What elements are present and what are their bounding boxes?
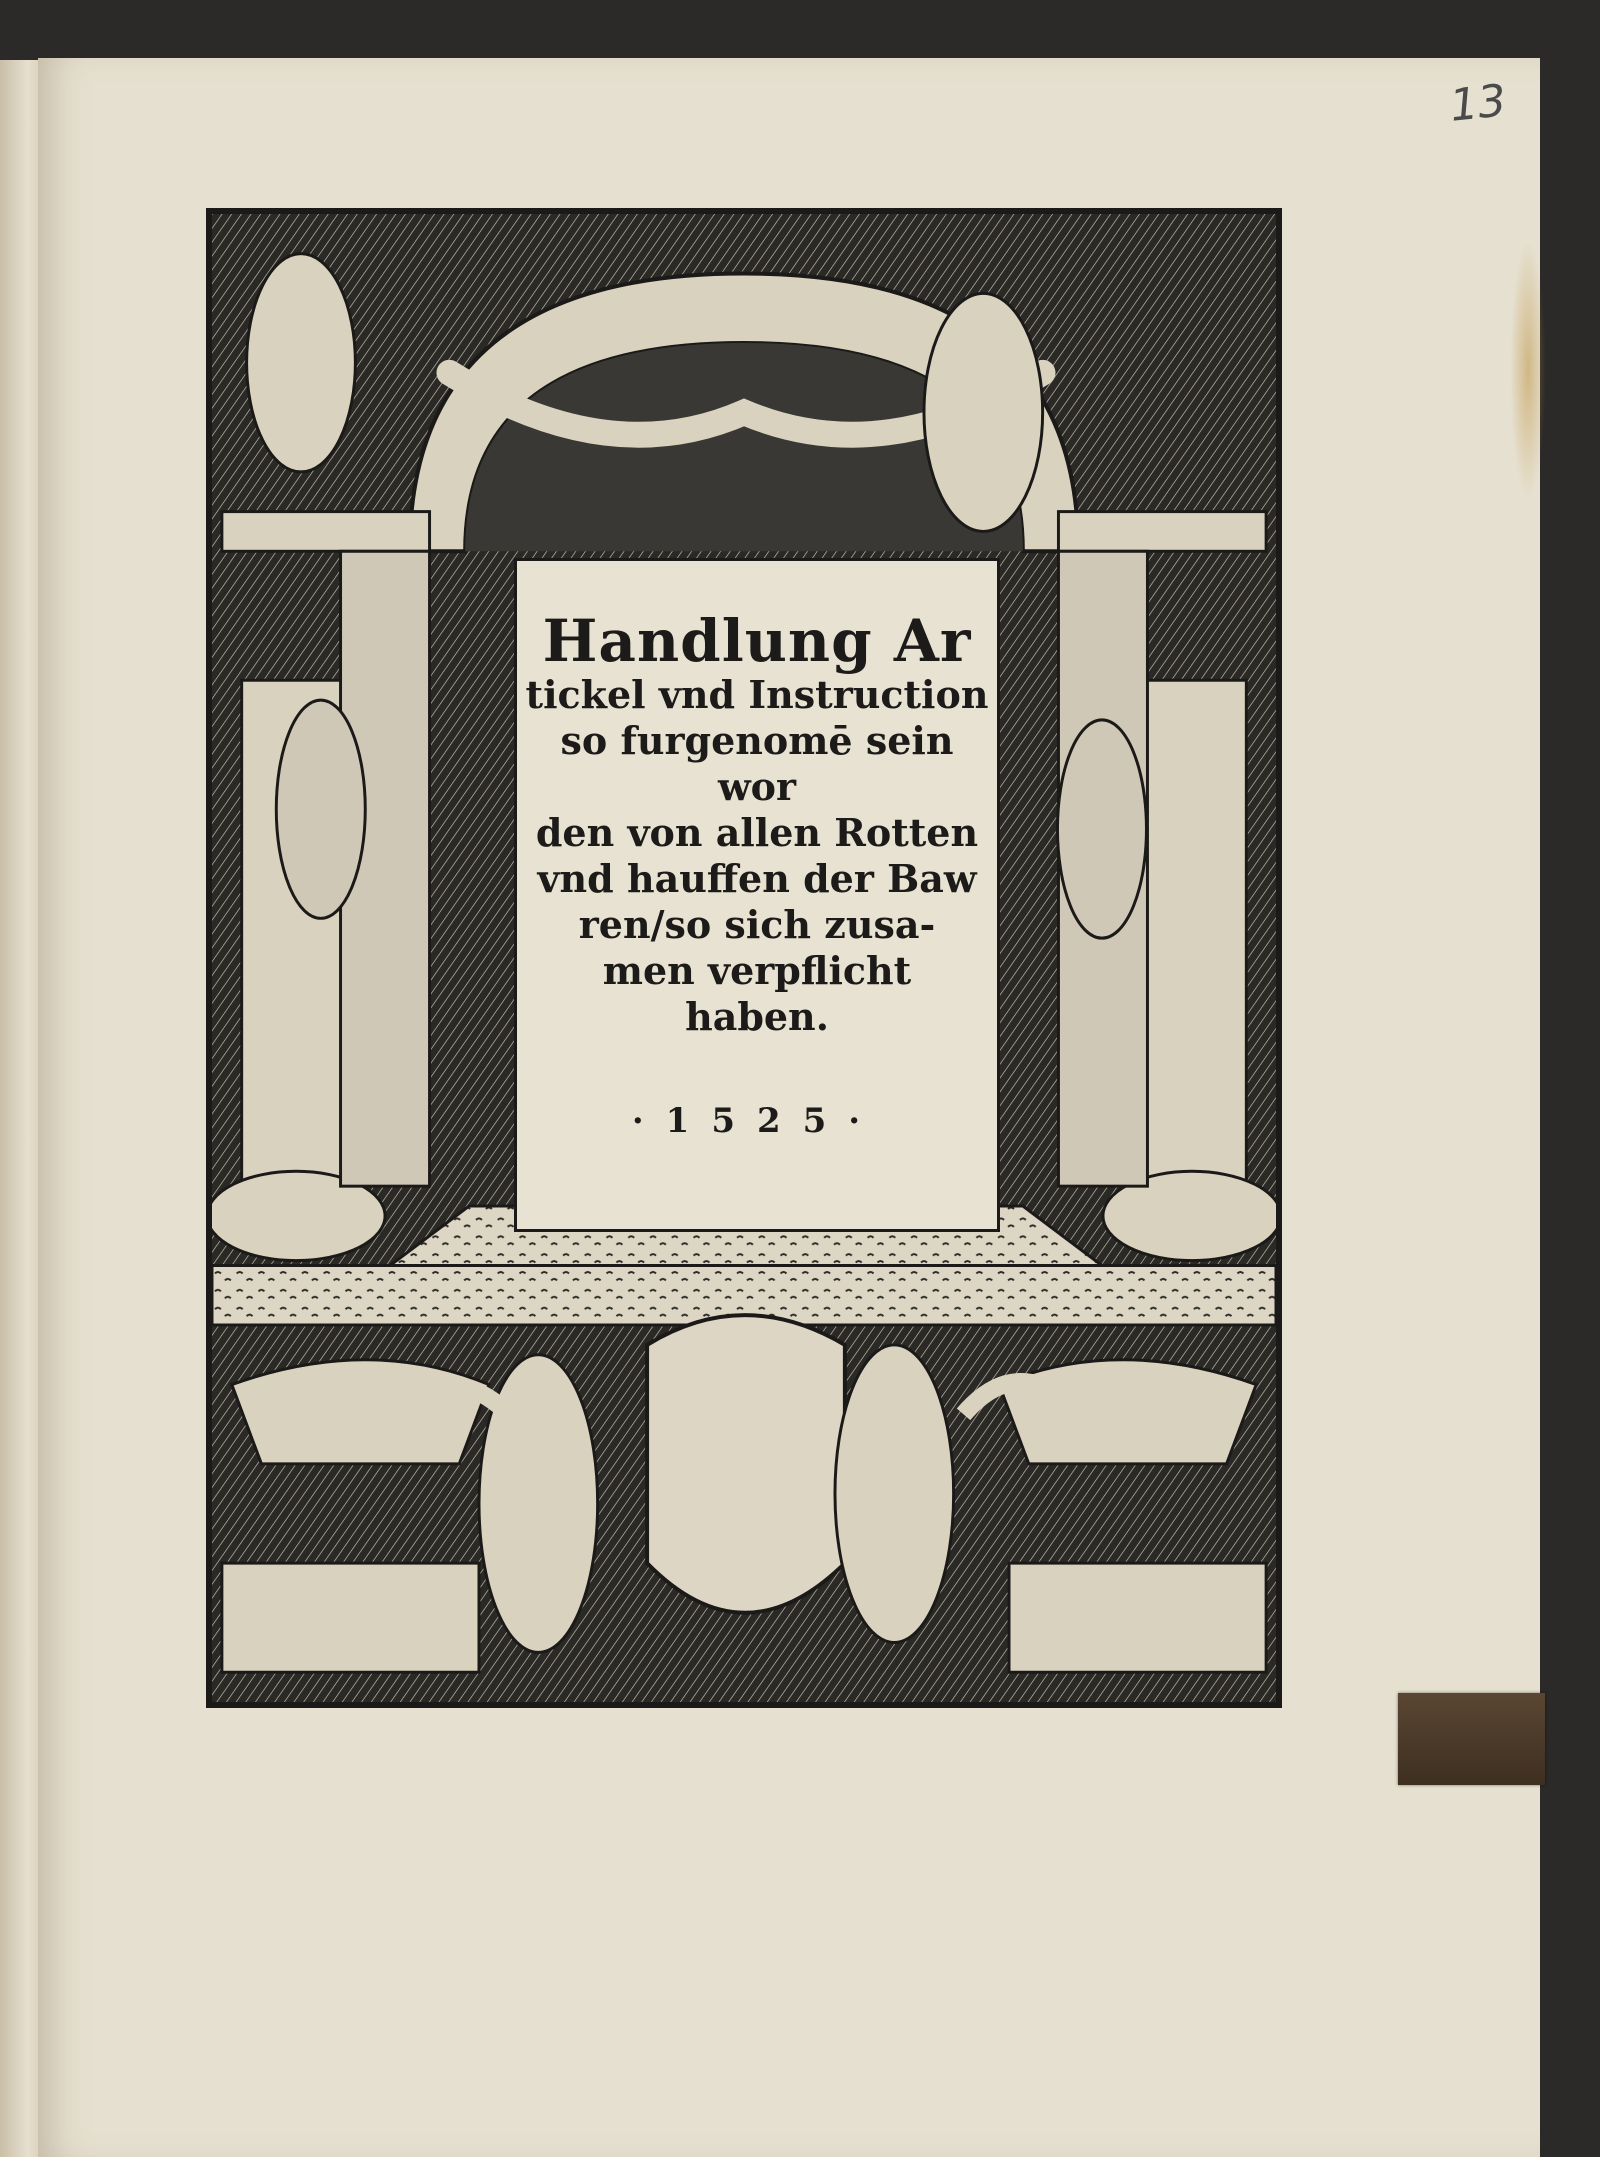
figure-right xyxy=(1057,720,1146,938)
leather-tab xyxy=(1398,1693,1545,1785)
title-first-line: Handlung Ar xyxy=(542,607,972,675)
figure-left xyxy=(276,700,365,918)
cherub-top-right xyxy=(924,293,1043,531)
title-line-2: so furgenomē sein wor xyxy=(560,717,954,809)
title-line-3: den von allen Rotten xyxy=(535,809,979,855)
title-line-4: vnd hauffen der Baw xyxy=(537,855,977,901)
right-column-capital xyxy=(1058,512,1266,552)
title-line-6: men verpflicht xyxy=(602,947,912,993)
title-panel xyxy=(514,558,1000,1232)
title-line-5: ren/so sich zusa- xyxy=(578,901,936,947)
pedestal-right xyxy=(1009,1563,1266,1672)
publication-year: ·1525· xyxy=(631,1101,883,1141)
pedestal-left xyxy=(222,1563,479,1672)
title-block xyxy=(517,607,997,1040)
urn-left xyxy=(232,1360,489,1464)
left-column-capital xyxy=(222,512,430,552)
cherub-bottom-right xyxy=(835,1345,954,1643)
title-line-7: haben. xyxy=(685,993,829,1039)
folio-number: 13 xyxy=(1447,75,1509,132)
right-column-shaft xyxy=(1138,680,1247,1196)
cherub-top-left xyxy=(247,254,356,472)
paper-stain xyxy=(1510,240,1546,500)
title-line-1: tickel vnd Instruction xyxy=(525,671,989,717)
blank-shield xyxy=(647,1315,845,1613)
woodcut-title-border xyxy=(206,208,1282,1708)
